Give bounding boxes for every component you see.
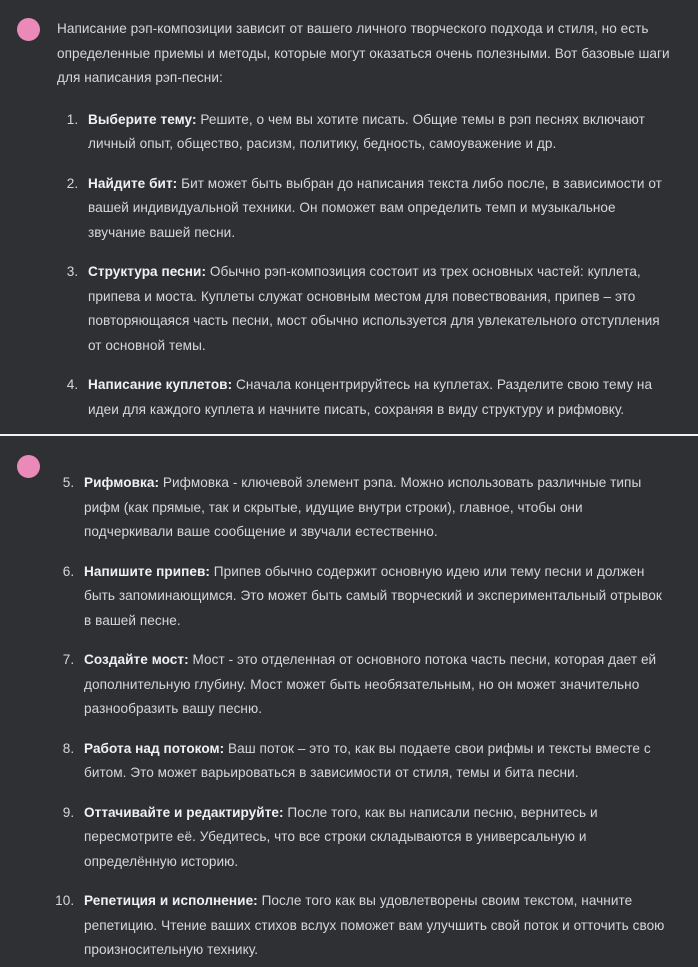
step-text: Обычно рэп-композиция состоит из трех основных частей: куплета, припева и моста. Куплеты служат основным местом для повествования, припев – это повторяющаяся часть песни, мост обычно используется для увлекательного отступления от основной темы.	[88, 264, 660, 353]
step-text: Решите, о чем вы хотите писать. Общие темы в рэп песнях включают личный опыт, общество, расизм, политику, бедность, самоуважение и др.	[88, 111, 645, 151]
list-item	[78, 737, 672, 786]
steps-list-part-1	[57, 108, 672, 423]
step-title: Выберите тему:	[88, 111, 197, 127]
steps-list-part-2	[56, 471, 672, 963]
step-text: Бит может быть выбран до написания текста либо после, в зависимости от вашей индивидуальной техники. Он поможет вам определить темп и музыкальное звучание вашей песни.	[88, 175, 662, 240]
step-title: Репетиция и исполнение:	[84, 893, 258, 908]
assistant-message-1	[0, 0, 698, 434]
step-title: Рифмовка:	[84, 475, 160, 490]
step-title: Напишите припев:	[84, 563, 210, 579]
list-item	[78, 801, 672, 875]
step-text: Рифмовка - ключевой элемент рэпа. Можно использовать различные типы рифм (как прямые, так и скрытые, идущие внутри строки), главное, чтобы они подчеркивали ваше сообщение и звучали естественно.	[84, 475, 642, 539]
list-item	[82, 108, 672, 157]
message-intro-paragraph: Написание рэп-композиции зависит от вашего личного творческого подхода и стиля, но есть определенные приемы и методы, которые могут оказаться очень полезными. Вот базовые шаги для написания рэп-песни:	[57, 21, 670, 85]
step-text: Ваш поток – это то, как вы подаете свои рифмы и тексты вместе с битом. Это может варьироваться в зависимости от стиля, темы и бита песни.	[84, 740, 651, 780]
assistant-avatar	[17, 18, 40, 41]
list-item	[78, 560, 672, 634]
assistant-message-2	[0, 436, 698, 967]
assistant-avatar	[17, 455, 40, 478]
step-text: После того как вы удовлетворены своим текстом, начните репетицию. Чтение ваших стихов вслух поможет вам улучшить свой поток и отточить свою произносительную технику.	[84, 893, 665, 957]
step-title: Оттачивайте и редактируйте:	[84, 804, 284, 820]
list-item	[78, 471, 672, 545]
list-item	[82, 260, 672, 358]
list-item	[78, 648, 672, 722]
step-title: Найдите бит:	[88, 175, 178, 191]
list-item	[82, 172, 672, 246]
step-text: Мост - это отделенная от основного потока часть песни, которая дает ей дополнительную глубину. Мост может быть необязательным, но он может значительно разнообразить вашу песню.	[84, 652, 657, 716]
step-text: Сначала концентрируйтесь на куплетах. Разделите свою тему на идеи для каждого куплета и начните писать, сохраняя в виду структуру и рифмовку.	[88, 377, 653, 417]
step-title: Структура песни:	[88, 264, 207, 279]
list-item	[78, 889, 672, 963]
list-item	[82, 373, 672, 422]
message-body-2	[57, 454, 672, 963]
message-body-1	[57, 17, 672, 422]
step-title: Создайте мост:	[84, 652, 189, 667]
step-text: Припев обычно содержит основную идею или тему песни и должен быть запоминающимся. Это может быть самый творческий и экспериментальный отрывок в вашей песне.	[84, 563, 662, 628]
step-title: Написание куплетов:	[88, 377, 233, 392]
step-title: Работа над потоком:	[84, 740, 225, 756]
step-text: После того, как вы написали песню, вернитесь и пересмотрите её. Убедитесь, что все строки складываются в универсальную и определённую историю.	[84, 804, 598, 869]
